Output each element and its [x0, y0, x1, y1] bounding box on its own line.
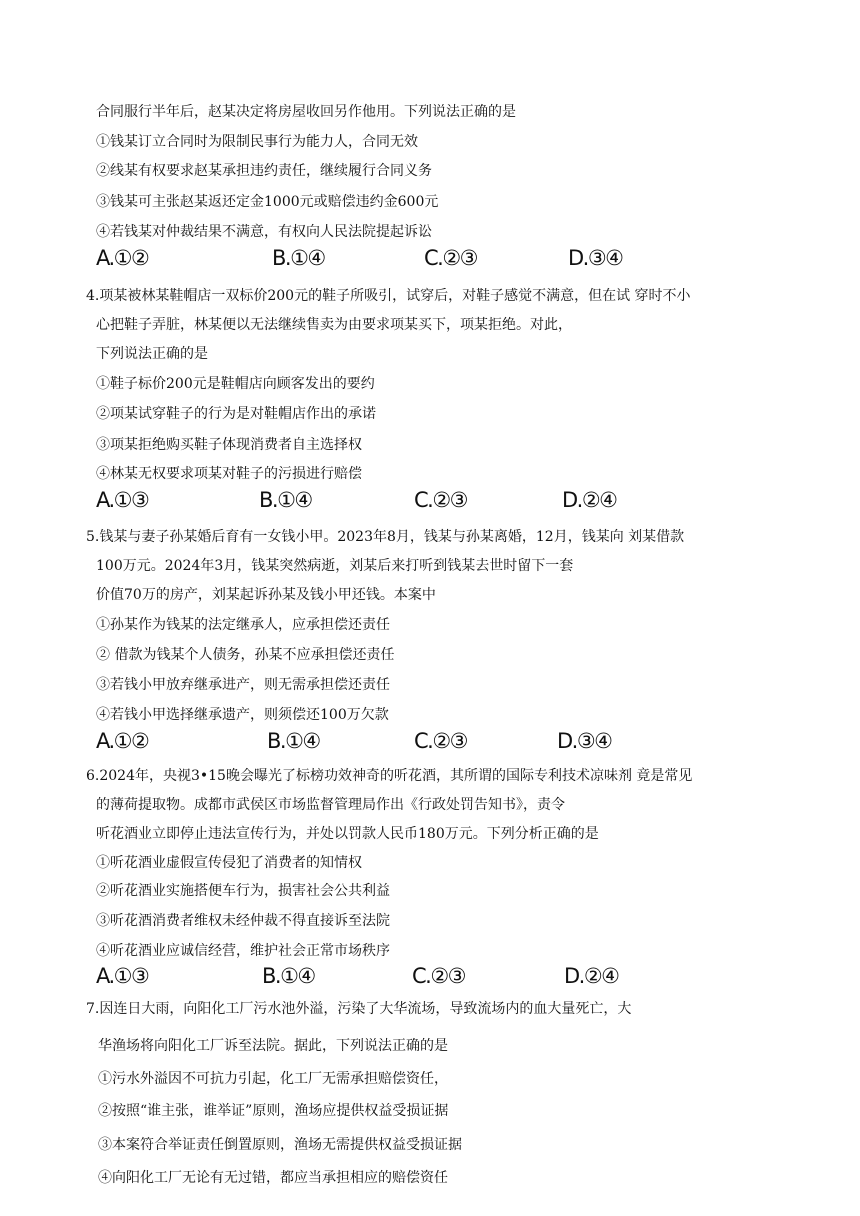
- q6-statement-3: ③听花酒消费者维权未经仲裁不得直接诉至法院: [96, 913, 390, 929]
- q5-stem-line-2: 100万元。2024年3月，钱某突然病逝，刘某后来打听到钱某去世时留下一套: [96, 558, 574, 574]
- q4-statement-1: ①鞋子标价200元是鞋帽店向顾客发出的要约: [96, 376, 375, 392]
- q3-option-b: B.①④: [272, 246, 325, 270]
- q7-statement-1: ①污水外溢因不可抗力引起，化工厂无需承担赔偿资任，: [98, 1071, 448, 1087]
- q6-options: [96, 963, 716, 993]
- q7-stem-line-1: 7.因连日大雨，向阳化工厂污水池外溢，污染了大华流场，导致流场内的血大量死亡，大: [86, 1001, 632, 1017]
- q5-option-a: A.①②: [96, 729, 149, 753]
- q4-statement-4: ④林某无权要求项某对鞋子的污损进行赔偿: [96, 466, 362, 482]
- q5-option-d: D.③④: [557, 729, 612, 753]
- q6-stem-line-2: 的薄荷提取物。成都市武侯区市场监督管理局作出《行政处罚告知书》，责令: [96, 797, 565, 813]
- q6-option-c: C.②③: [412, 964, 465, 988]
- q6-option-d: D.②④: [564, 964, 619, 988]
- q3-continuation: 合同服行半年后，赵某决定将房屋收回另作他用。下列说法正确的是: [96, 104, 516, 120]
- q3-statement-1: ①钱某订立合同时为限制民事行为能力人，合同无效: [96, 134, 418, 150]
- q3-options: [96, 245, 716, 275]
- q4-option-d: D.②④: [562, 488, 617, 512]
- q5-stem-line-3: 价值70万的房产，刘某起诉孙某及钱小甲还钱。本案中: [96, 587, 436, 603]
- q3-statement-2: ②线某有权要求赵某承担违约责任，继续履行合同义务: [96, 163, 432, 179]
- q7-statement-4: ④向阳化工厂无论有无过错，都应当承担相应的赔偿资任: [98, 1170, 448, 1186]
- q5-option-c: C.②③: [414, 729, 467, 753]
- q6-statement-1: ①听花酒业虚假宣传侵犯了消费者的知情权: [96, 855, 362, 871]
- q4-option-b: B.①④: [259, 488, 312, 512]
- q6-stem-line-1: 6.2024年，央视3•15晚会曝光了标榜功效神奇的听花酒，其所谓的国际专利技术凉味剂 竟是常见: [86, 768, 693, 784]
- q5-option-b: B.①④: [267, 729, 320, 753]
- q3-statement-4: ④若钱某对仲裁结果不满意，有权向人民法院提起诉讼: [96, 224, 432, 240]
- q6-option-a: A.①③: [96, 964, 149, 988]
- q5-statement-3: ③若钱小甲放弃继承进产，则无需承担偿还责任: [96, 677, 390, 693]
- q6-stem-line-3: 听花酒业立即停止违法宣传行为，并处以罚款人民币180万元。下列分析正确的是: [96, 826, 599, 842]
- q4-statement-2: ②项某试穿鞋子的行为是对鞋帽店作出的承诺: [96, 406, 376, 422]
- q4-statement-3: ③项某拒绝购买鞋子体现消费者自主选择权: [96, 437, 362, 453]
- q5-statement-1: ①孙某作为钱某的法定继承人，应承担偿还责任: [96, 617, 390, 633]
- q5-statement-2: ② 借款为钱某个人债务，孙某不应承担偿还责任: [96, 647, 395, 663]
- q7-stem-line-2: 华渔场将向阳化工厂诉至法院。据此，下列说法正确的是: [98, 1038, 448, 1054]
- q4-stem-line-1: 4.项某被林某鞋帽店一双标价200元的鞋子所吸引，试穿后，对鞋子感觉不满意，但在试 穿时不小: [86, 288, 691, 304]
- q3-option-c: C.②③: [424, 246, 477, 270]
- q5-stem-line-1: 5.钱某与妻子孙某婚后育有一女钱小甲。2023年8月，钱某与孙某离婚，12月，钱某向 刘某借款: [86, 529, 685, 545]
- q6-statement-2: ②听花酒业实施搭便车行为，损害社会公共利益: [96, 883, 390, 899]
- q5-options: [96, 728, 716, 758]
- q4-option-a: A.①③: [96, 488, 149, 512]
- q7-statement-2: ②按照“谁主张，谁举证”原则，渔场应提供权益受损证据: [98, 1103, 449, 1119]
- q6-statement-4: ④听花酒业应诚信经营，维护社会正常市场秩序: [96, 943, 390, 959]
- q4-options: [96, 487, 716, 517]
- q7-statement-3: ③本案符合举证责任倒置原则，渔场无需提供权益受损证据: [98, 1137, 462, 1153]
- q3-option-a: A.①②: [96, 246, 149, 270]
- q6-option-b: B.①④: [262, 964, 315, 988]
- q5-statement-4: ④若钱小甲选择继承遗产，则须偿还100万欠款: [96, 707, 389, 723]
- q4-option-c: C.②③: [414, 488, 467, 512]
- q3-option-d: D.③④: [568, 246, 623, 270]
- q3-statement-3: ③钱某可主张赵某返还定金1000元或赔偿违约金600元: [96, 194, 439, 210]
- q4-stem-line-3: 下列说法正确的是: [96, 346, 208, 362]
- q4-stem-line-2: 心把鞋子弄脏，林某便以无法继续售卖为由要求项某买下，项某拒绝。对此，: [96, 317, 572, 333]
